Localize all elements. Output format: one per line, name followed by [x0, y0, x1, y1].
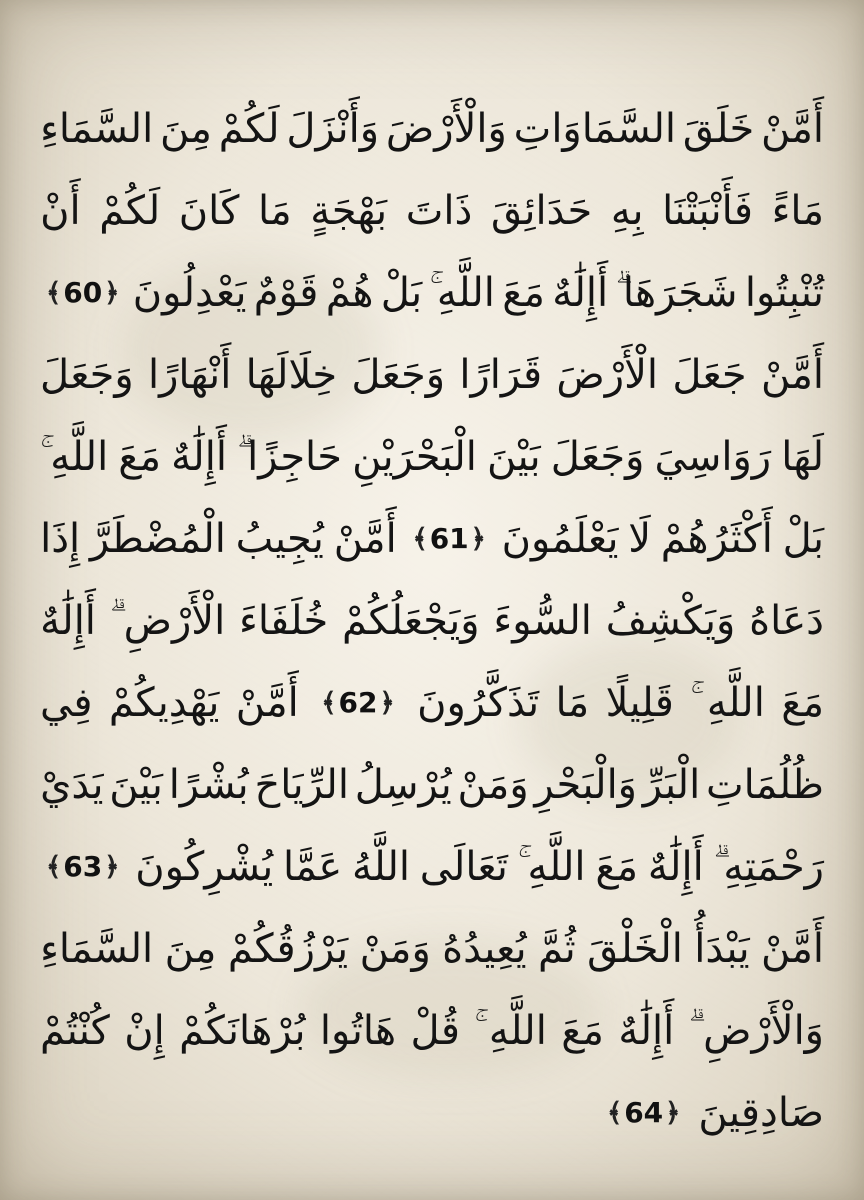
verse-word: يَدَيْ [40, 762, 104, 808]
verse-line [40, 744, 824, 826]
verse-word: هُمْ [325, 270, 374, 316]
verse-word: بَلْ [380, 270, 423, 316]
verse-line [40, 88, 824, 170]
verse-word: وَالْأَرْضِ [703, 1008, 824, 1054]
verse-word: بَهْجَةٍ [310, 188, 388, 234]
verse-word: لَكُمْ [218, 106, 280, 152]
verse-word: تَعَالَى [419, 844, 508, 890]
ayah-ornament-icon: ﴾ [606, 1098, 623, 1128]
verse-word: فَأَنْبَتْنَا [662, 188, 753, 234]
verse-word: خَلَقَ [682, 106, 755, 152]
verse-word: إِنْ [124, 1008, 165, 1054]
ayah-ornament-icon: ﴿ [104, 278, 120, 308]
verse-line [40, 990, 824, 1072]
verse-word: اللَّهِ [436, 270, 495, 316]
verse-word: الرِّيَاحَ [254, 762, 349, 808]
verse-word: قَوْمٌ [253, 270, 319, 316]
verse-word: هَاتُوا [319, 1008, 397, 1054]
verse-word: اللَّهِ [527, 844, 586, 890]
ayah-number-marker [315, 681, 400, 725]
verse-word: أَمَّنْ [761, 352, 824, 398]
verse-word: اللَّهُ [352, 844, 410, 890]
verse-word: رَوَاسِيَ [654, 434, 772, 480]
verse-word: أَإِلَٰهٌ [552, 270, 609, 316]
verse-line [40, 252, 824, 334]
verse-word: أَإِلَٰهٌ [618, 1008, 675, 1054]
ayah-ornament-icon: ﴾ [46, 852, 62, 882]
verse-word: السَّمَاوَاتِ [513, 106, 677, 152]
verse-word: الْبَرِّ [642, 762, 701, 808]
verse-word: مَا [555, 680, 590, 726]
verse-word: شَجَرَهَا [622, 270, 738, 316]
ayah-number: 61 [429, 522, 469, 555]
verse-word: اللَّهِ [50, 434, 109, 480]
verse-word: الْأَرْضِ [123, 598, 226, 644]
verse-word: أَنْهَارًا [148, 352, 232, 398]
verse-word: يَهْدِيكُمْ [108, 680, 220, 726]
verse-word: إِذَا [40, 516, 81, 562]
verse-word: وَيَكْشِفُ [605, 598, 736, 644]
verse-word: أَكْثَرُهُمْ [660, 516, 773, 562]
verse-word: فِي [40, 680, 93, 726]
verse-word: وَمَنْ [359, 926, 431, 972]
verse-word: بُشْرًا [168, 762, 249, 808]
verse-word: دَعَاهُ [749, 598, 824, 644]
verse-word: اللَّهِ [706, 680, 765, 726]
verse-word: يَرْزُقُكُمْ [227, 926, 349, 972]
verse-word: مَعَ [118, 434, 161, 480]
verse-word: تَذَكَّرُونَ [417, 680, 540, 726]
verse-word: أَإِلَٰهٌ [647, 844, 704, 890]
verse-word: لَهَا [781, 434, 824, 480]
ayah-ornament-icon: ﴿ [379, 688, 395, 718]
verse-word: جَعَلَ [672, 352, 747, 398]
verse-word: لَا [628, 516, 652, 562]
verse-line [40, 580, 824, 662]
verse-line [40, 170, 824, 252]
verse-word: يُشْرِكُونَ [135, 844, 274, 890]
verse-line [40, 826, 824, 908]
verse-line [40, 416, 824, 498]
verse-word: أَإِلَٰهٌ [171, 434, 227, 480]
verse-word: وَجَعَلَ [40, 352, 134, 398]
ayah-ornament-icon: ﴿ [470, 524, 486, 554]
verse-word: بَيْنَ [109, 762, 163, 808]
verse-word: رَحْمَتِهِ [723, 844, 824, 890]
verse-word: وَمَنْ [457, 762, 529, 808]
verse-word: يُرْسِلُ [354, 762, 452, 808]
ayah-number-marker [601, 1091, 686, 1135]
ayah-number: 63 [63, 850, 103, 883]
verse-word: يَعْدِلُونَ [132, 270, 247, 316]
verse-word: بَلْ [782, 516, 824, 562]
verse-word: ثُمَّ [538, 926, 576, 972]
verse-word: كَانَ [178, 188, 240, 234]
verse-word: الْمُضْطَرَّ [89, 516, 226, 562]
verse-word: مَاءً [771, 188, 824, 234]
verse-word: عَمَّا [283, 844, 343, 890]
verse-word: أَمَّنْ [761, 106, 824, 152]
verse-word: تُنْبِتُوا [744, 270, 824, 316]
verse-word: يَبْدَأُ [694, 926, 750, 972]
verse-word: أَمَّنْ [333, 516, 397, 562]
verse-word: مَعَ [561, 1008, 604, 1054]
verse-word: قَلِيلًا [605, 680, 674, 726]
ayah-number-marker [406, 517, 491, 561]
verse-word: يُجِيبُ [235, 516, 324, 562]
verse-word: أَإِلَٰهٌ [40, 598, 96, 644]
ayah-number: 60 [63, 276, 103, 309]
verse-line [40, 334, 824, 416]
verse-word: صَادِقِينَ [698, 1090, 824, 1136]
ayah-number-marker [40, 845, 125, 889]
verse-word: حَدَائِقَ [490, 188, 593, 234]
verse-word: أَمَّنْ [761, 926, 824, 972]
verse-line [40, 908, 824, 990]
verse-word: خِلَالَهَا [245, 352, 338, 398]
verse-word: الْخَلْقَ [587, 926, 683, 972]
verse-word: الْبَحْرَيْنِ [352, 434, 477, 480]
verse-word: مِنَ [160, 106, 212, 152]
verse-word: بَيْنَ [487, 434, 541, 480]
verse-word: مِنَ [164, 926, 217, 972]
verse-word: مَعَ [595, 844, 639, 890]
verse-word: وَالْأَرْضَ [385, 106, 507, 152]
ayah-number: 64 [624, 1096, 664, 1129]
verse-word: يُعِيدُهُ [442, 926, 527, 972]
verse-word: ظُلُمَاتِ [705, 762, 824, 808]
verse-word: خُلَفَاءَ [239, 598, 329, 644]
verse-word: وَيَجْعَلُكُمْ [342, 598, 480, 644]
verse-word: أَمَّنْ [235, 680, 299, 726]
ayah-ornament-icon: ﴾ [412, 524, 428, 554]
verse-line [40, 1072, 824, 1154]
verse-word: لَكُمْ [99, 188, 161, 234]
verse-word: وَجَعَلَ [351, 352, 446, 398]
verse-word: وَأَنْزَلَ [286, 106, 380, 152]
verse-word: اللَّهِ [488, 1008, 547, 1054]
ayah-ornament-icon: ﴿ [104, 852, 120, 882]
verse-word: مَعَ [502, 270, 545, 316]
quran-text-block [40, 88, 824, 1154]
verse-word: الْأَرْضَ [556, 352, 659, 398]
verse-line [40, 662, 824, 744]
verse-word: قُلْ [410, 1008, 460, 1054]
verse-word: ذَاتَ [405, 188, 473, 234]
ayah-number-marker [40, 271, 125, 315]
ayah-number: 62 [338, 686, 378, 719]
verse-word: يَعْلَمُونَ [501, 516, 619, 562]
verse-word: قَرَارًا [459, 352, 543, 398]
verse-word: وَجَعَلَ [550, 434, 645, 480]
ayah-ornament-icon: ﴾ [321, 688, 337, 718]
ayah-ornament-icon: ﴿ [665, 1098, 681, 1128]
verse-word: مَعَ [781, 680, 824, 726]
verse-word: السَّمَاءِ [40, 926, 154, 972]
verse-word: أَنْ [40, 188, 81, 234]
verse-line [40, 498, 824, 580]
ayah-ornament-icon: ﴾ [46, 278, 62, 308]
verse-word: حَاجِزًا [247, 434, 342, 480]
verse-word: مَا [258, 188, 292, 234]
verse-word: السُّوءَ [493, 598, 592, 644]
verse-word: بِهِ [610, 188, 644, 234]
verse-word: السَّمَاءِ [40, 106, 154, 152]
verse-word: كُنْتُمْ [40, 1008, 110, 1054]
verse-word: وَالْبَحْرِ [534, 762, 637, 808]
verse-word: بُرْهَانَكُمْ [179, 1008, 306, 1054]
